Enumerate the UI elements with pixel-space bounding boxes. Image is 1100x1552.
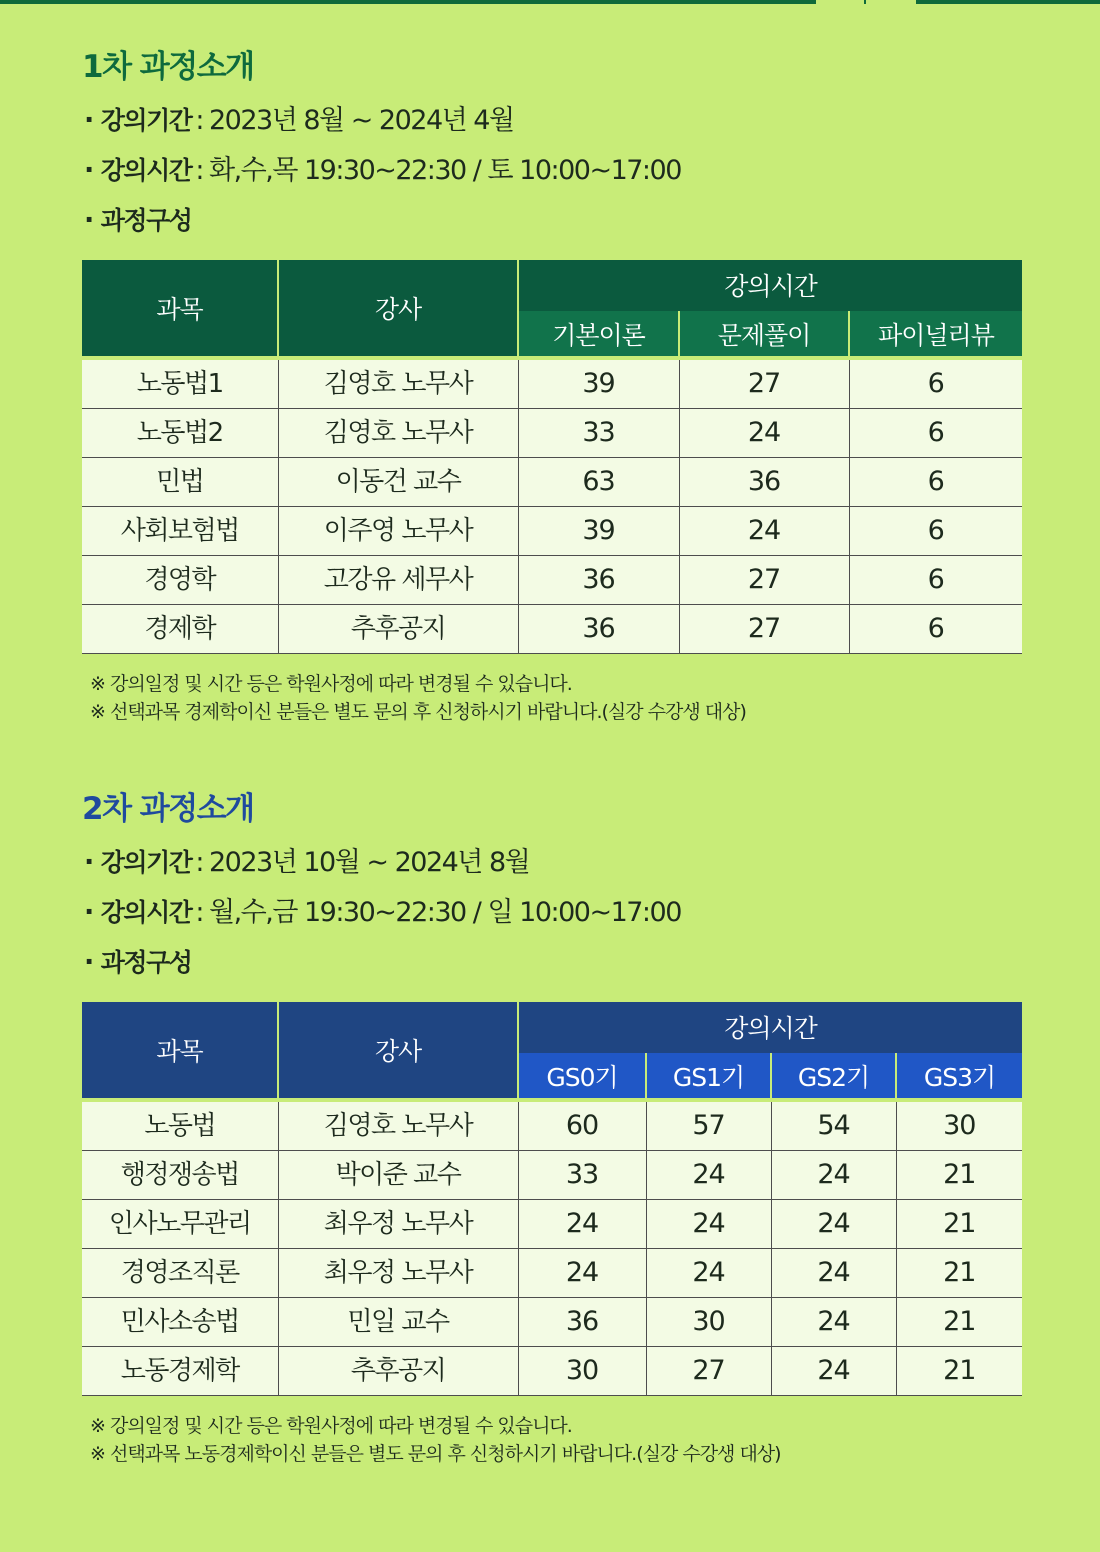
cell-value: 39: [518, 507, 679, 556]
cell-value: 60: [518, 1100, 646, 1151]
cell-value: 24: [679, 409, 849, 458]
cell-value: 27: [679, 556, 849, 605]
header-sub-2: 파이널리뷰: [849, 310, 1022, 358]
table-row: [82, 605, 1022, 654]
cell-value: 6: [849, 458, 1022, 507]
cell-value: 21: [896, 1249, 1022, 1298]
cell-value: 21: [896, 1298, 1022, 1347]
cell-subject: 민법: [82, 458, 278, 507]
cell-value: 24: [679, 507, 849, 556]
cell-subject: 경제학: [82, 605, 278, 654]
course-section-2: [82, 786, 1022, 1468]
header-teacher: 강사: [278, 1002, 518, 1100]
cell-value: 21: [896, 1200, 1022, 1249]
lecture-time-line: [82, 146, 1022, 196]
cell-value: 27: [679, 358, 849, 409]
table-row: [82, 1298, 1022, 1347]
cell-value: 21: [896, 1347, 1022, 1396]
cell-teacher: 추후공지: [278, 1347, 518, 1396]
note-schedule-change: ※ 강의일정 및 시간 등은 학원사정에 따라 변경될 수 있습니다.: [90, 673, 572, 695]
lecture-time-line: [82, 888, 1022, 938]
course-structure-label: 과정구성: [100, 206, 192, 235]
table-row: [82, 1200, 1022, 1249]
cell-value: 6: [849, 507, 1022, 556]
colon-separator: :: [195, 847, 203, 878]
header-lecture-time: 강의시간: [518, 260, 1022, 310]
cell-value: 24: [646, 1151, 771, 1200]
cell-value: 30: [518, 1347, 646, 1396]
cell-value: 63: [518, 458, 679, 507]
table-row: [82, 507, 1022, 556]
colon-separator: :: [195, 155, 203, 186]
course-table-1: [82, 260, 1022, 654]
lecture-time-value: 화,수,목 19:30~22:30 / 토 10:00~17:00: [208, 155, 681, 186]
lecture-period-label: 강의기간: [100, 106, 192, 135]
cell-value: 27: [646, 1347, 771, 1396]
lecture-period-line: [82, 838, 1022, 888]
cell-subject: 경영학: [82, 556, 278, 605]
cell-value: 24: [771, 1200, 896, 1249]
cell-value: 6: [849, 556, 1022, 605]
notes-2: [82, 1412, 1022, 1468]
cell-subject: 노동법: [82, 1100, 278, 1151]
cell-subject: 민사소송법: [82, 1298, 278, 1347]
table-row: [82, 1347, 1022, 1396]
cell-subject: 경영조직론: [82, 1249, 278, 1298]
top-border-line: [0, 0, 1100, 4]
course-structure-line: [82, 196, 1022, 246]
cell-value: 24: [646, 1200, 771, 1249]
cell-value: 6: [849, 358, 1022, 409]
bullet-mark: ·: [84, 205, 93, 236]
cell-subject: 노동경제학: [82, 1347, 278, 1396]
header-sub-1: 문제풀이: [679, 310, 849, 358]
note-schedule-change: ※ 강의일정 및 시간 등은 학원사정에 따라 변경될 수 있습니다.: [90, 1415, 572, 1437]
cell-subject: 노동법1: [82, 358, 278, 409]
course-section-1: [82, 44, 1022, 726]
cell-value: 33: [518, 409, 679, 458]
cell-teacher: 추후공지: [278, 605, 518, 654]
cell-teacher: 민일 교수: [278, 1298, 518, 1347]
colon-separator: :: [195, 897, 203, 928]
top-border-tick: [864, 0, 866, 4]
header-sub-1: GS1기: [646, 1052, 771, 1100]
table-row: [82, 458, 1022, 507]
header-sub-2: GS2기: [771, 1052, 896, 1100]
lecture-period-label: 강의기간: [100, 848, 192, 877]
table-row: [82, 1100, 1022, 1151]
cell-subject: 사회보험법: [82, 507, 278, 556]
table-row: [82, 1249, 1022, 1298]
cell-subject: 행정쟁송법: [82, 1151, 278, 1200]
cell-teacher: 김영호 노무사: [278, 409, 518, 458]
cell-value: 24: [771, 1347, 896, 1396]
top-border-gap: [816, 0, 916, 4]
header-teacher: 강사: [278, 260, 518, 358]
cell-value: 30: [896, 1100, 1022, 1151]
bullet-mark: ·: [84, 105, 93, 136]
section-1-title: 1차 과정소개: [82, 49, 254, 85]
lecture-period-value: 2023년 8월 ~ 2024년 4월: [208, 105, 514, 136]
cell-value: 36: [518, 556, 679, 605]
cell-value: 36: [518, 1298, 646, 1347]
note-elective-inquiry: ※ 선택과목 노동경제학이신 분들은 별도 문의 후 신청하시기 바랍니다.(실강 수강생 대상): [90, 1443, 781, 1465]
cell-teacher: 최우정 노무사: [278, 1200, 518, 1249]
cell-value: 57: [646, 1100, 771, 1151]
cell-teacher: 최우정 노무사: [278, 1249, 518, 1298]
cell-teacher: 이동건 교수: [278, 458, 518, 507]
header-subject: 과목: [82, 260, 278, 358]
bullet-mark: ·: [84, 947, 93, 978]
table-row: [82, 409, 1022, 458]
header-lecture-time: 강의시간: [518, 1002, 1022, 1052]
lecture-period-value: 2023년 10월 ~ 2024년 8월: [208, 847, 530, 878]
note-elective-inquiry: ※ 선택과목 경제학이신 분들은 별도 문의 후 신청하시기 바랍니다.(실강 수강생 대상): [90, 701, 746, 723]
cell-teacher: 박이준 교수: [278, 1151, 518, 1200]
lecture-time-label: 강의시간: [100, 156, 192, 185]
cell-teacher: 김영호 노무사: [278, 1100, 518, 1151]
cell-value: 36: [518, 605, 679, 654]
bullet-mark: ·: [84, 897, 93, 928]
cell-value: 24: [771, 1249, 896, 1298]
cell-value: 27: [679, 605, 849, 654]
cell-teacher: 김영호 노무사: [278, 358, 518, 409]
course-structure-label: 과정구성: [100, 948, 192, 977]
cell-value: 54: [771, 1100, 896, 1151]
bullet-mark: ·: [84, 847, 93, 878]
cell-subject: 인사노무관리: [82, 1200, 278, 1249]
cell-teacher: 고강유 세무사: [278, 556, 518, 605]
cell-value: 24: [518, 1200, 646, 1249]
cell-subject: 노동법2: [82, 409, 278, 458]
table-row: [82, 556, 1022, 605]
lecture-time-value: 월,수,금 19:30~22:30 / 일 10:00~17:00: [208, 897, 681, 928]
header-sub-0: GS0기: [518, 1052, 646, 1100]
cell-value: 24: [646, 1249, 771, 1298]
section-2-title: 2차 과정소개: [82, 791, 254, 827]
header-sub-0: 기본이론: [518, 310, 679, 358]
cell-teacher: 이주영 노무사: [278, 507, 518, 556]
lecture-period-line: [82, 96, 1022, 146]
cell-value: 24: [771, 1298, 896, 1347]
cell-value: 33: [518, 1151, 646, 1200]
cell-value: 6: [849, 605, 1022, 654]
cell-value: 6: [849, 409, 1022, 458]
notes-1: [82, 670, 1022, 726]
course-structure-line: [82, 938, 1022, 988]
lecture-time-label: 강의시간: [100, 898, 192, 927]
cell-value: 24: [518, 1249, 646, 1298]
cell-value: 21: [896, 1151, 1022, 1200]
cell-value: 39: [518, 358, 679, 409]
colon-separator: :: [195, 105, 203, 136]
table-row: [82, 358, 1022, 409]
cell-value: 24: [771, 1151, 896, 1200]
header-subject: 과목: [82, 1002, 278, 1100]
cell-value: 30: [646, 1298, 771, 1347]
table-row: [82, 1151, 1022, 1200]
cell-value: 36: [679, 458, 849, 507]
bullet-mark: ·: [84, 155, 93, 186]
header-sub-3: GS3기: [896, 1052, 1022, 1100]
course-table-2: [82, 1002, 1022, 1396]
